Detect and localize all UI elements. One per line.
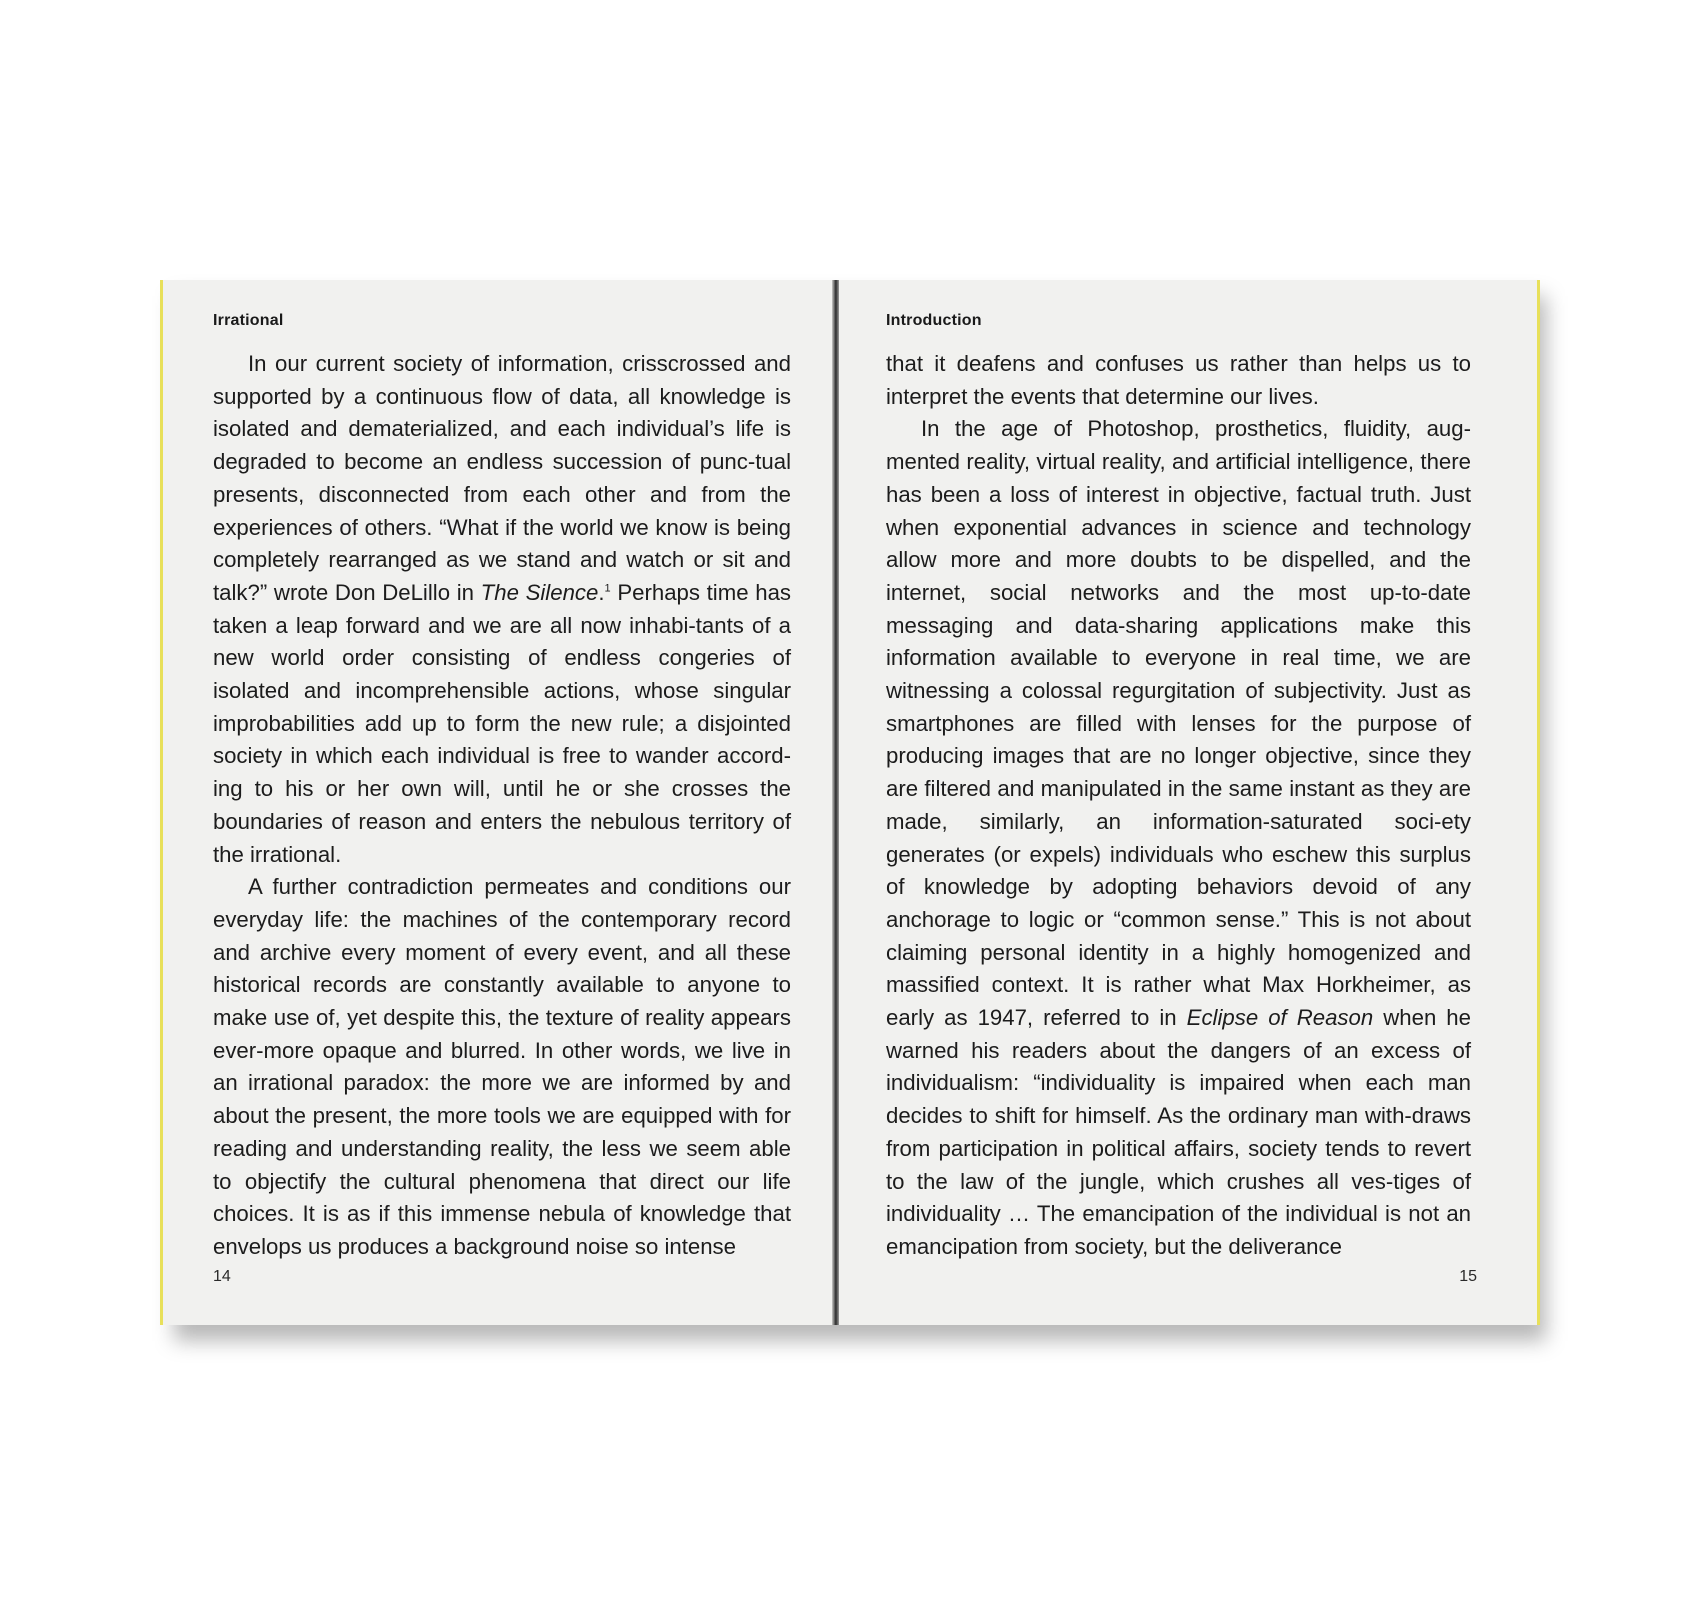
left-paragraph-1: In our current society of information, crisscrossed and supported by a continuous flow of data, all knowledge is isolated and dematerialized, and each individual’s life is degraded to become an endless succession of punc-tual presents, disconnected from each other and from the experiences of others. “What if the world we know is being completely rearranged as we stand and watch or sit and talk?” wrote Don DeLillo in The Silence.$^1$ Perhaps time has taken a leap forward and we are all now inhabi-tants of a new world order consisting of endless congeries of isolated and incomprehensible actions, whose singular improbabilities add up to form the new rule; a disjointed society in which each individual is free to wander accord-ing to his or her own will, until he or she crosses the boundaries of reason and enters the nebulous territory of the irrational.: [213, 351, 791, 867]
right-paragraph-2-text-a: In the age of Photoshop, prosthetics, fluidity, aug-mented reality, virtual reality, and artificial intelligence, there has been a loss of interest in objective, factual truth. Just when exponential advances in science and technology allow more and more doubts to be dispelled, and the internet, social networks and the most up-to-date messaging and data-sharing applications make this information available to everyone in real time, we are witnessing a colossal regurgitation of subjectivity. Just as smartphones are filled with lenses for the purpose of producing images that are no longer objective, since they are filtered and manipulated in the same instant as they are made, similarly, an information-saturated soci-ety generates (or expels) individuals who eschew this surplus of knowledge by adopting behaviors devoid of any anchorage to logic or “common sense.” This is not about claiming personal identity in a highly homogenized and massified context. It is rather what Max Horkheimer, as early as 1947, referred to in: [886, 416, 1471, 1031]
page-number-right: 15: [1459, 1268, 1477, 1285]
book-spine-gutter: [832, 280, 839, 1325]
right-paragraph-2: [886, 413, 1471, 1263]
right-paragraph-1: that it deafens and confuses us rather than helps us to interpret the events that determine our lives.: [886, 351, 1471, 409]
left-paragraph-1-text-b: Perhaps time has taken a leap forward and we are all now inhabi-tants of a new world order consisting of endless congeries of isolated and incomprehensible actions, whose singular improbabilities add up to form the new rule; a disjointed society in which each individual is free to wander accord-ing to his or her own will, until he or she crosses the boundaries of reason and enters the nebulous territory of the irrational.: [213, 579, 791, 867]
footnote-marker: 1: [604, 582, 611, 595]
left-paragraph-2: A further contradiction permeates and conditions our everyday life: the machines of the contemporary record and archive every moment of every event, and all these historical records are constantly available to anyone to make use of, yet despite this, the texture of reality appears ever-more opaque and blurred. In other words, we live in an irrational paradox: the more we are informed by and about the present, the more tools we are equipped with for reading and understanding reality, the less we seem able to objectify the cultural phenomena that direct our life choices. It is as if this immense nebula of knowledge that envelops us produces a background noise so intense: [213, 874, 791, 1259]
book-title-eclipse-of-reason: Eclipse of Reason: [1186, 1005, 1374, 1031]
right-paragraph-2-text-b: when he warned his readers about the dangers of an excess of individualism: “individuality is impaired when each man decides to shift for himself. As the ordinary man with-draws from participation in political affairs, society tends to revert to the law of the jungle, which crushes all ves-tiges of individuality … The emancipation of the individual is not an emancipation from society, but the deliverance: [886, 1005, 1471, 1259]
left-page: [160, 280, 836, 1325]
right-page: [836, 280, 1540, 1325]
right-page-body: [886, 348, 1471, 1264]
running-head-right: Introduction: [886, 312, 982, 329]
running-head-left: Irrational: [213, 312, 284, 329]
open-book: [160, 280, 1540, 1325]
left-paragraph-1-text-a: In our current society of information, crisscrossed and supported by a continuous flow of data, all knowledge is isolated and dematerialized, and each individual’s life is degraded to become an endless succession of punc-tual presents, disconnected from each other and from the experiences of others. “What if the world we know is being completely rearranged as we stand and watch or sit and talk?” wrote Don DeLillo in: [213, 351, 791, 605]
left-page-body: [213, 348, 791, 1264]
book-title-the-silence: The Silence: [480, 579, 599, 605]
page-number-left: 14: [213, 1268, 231, 1285]
